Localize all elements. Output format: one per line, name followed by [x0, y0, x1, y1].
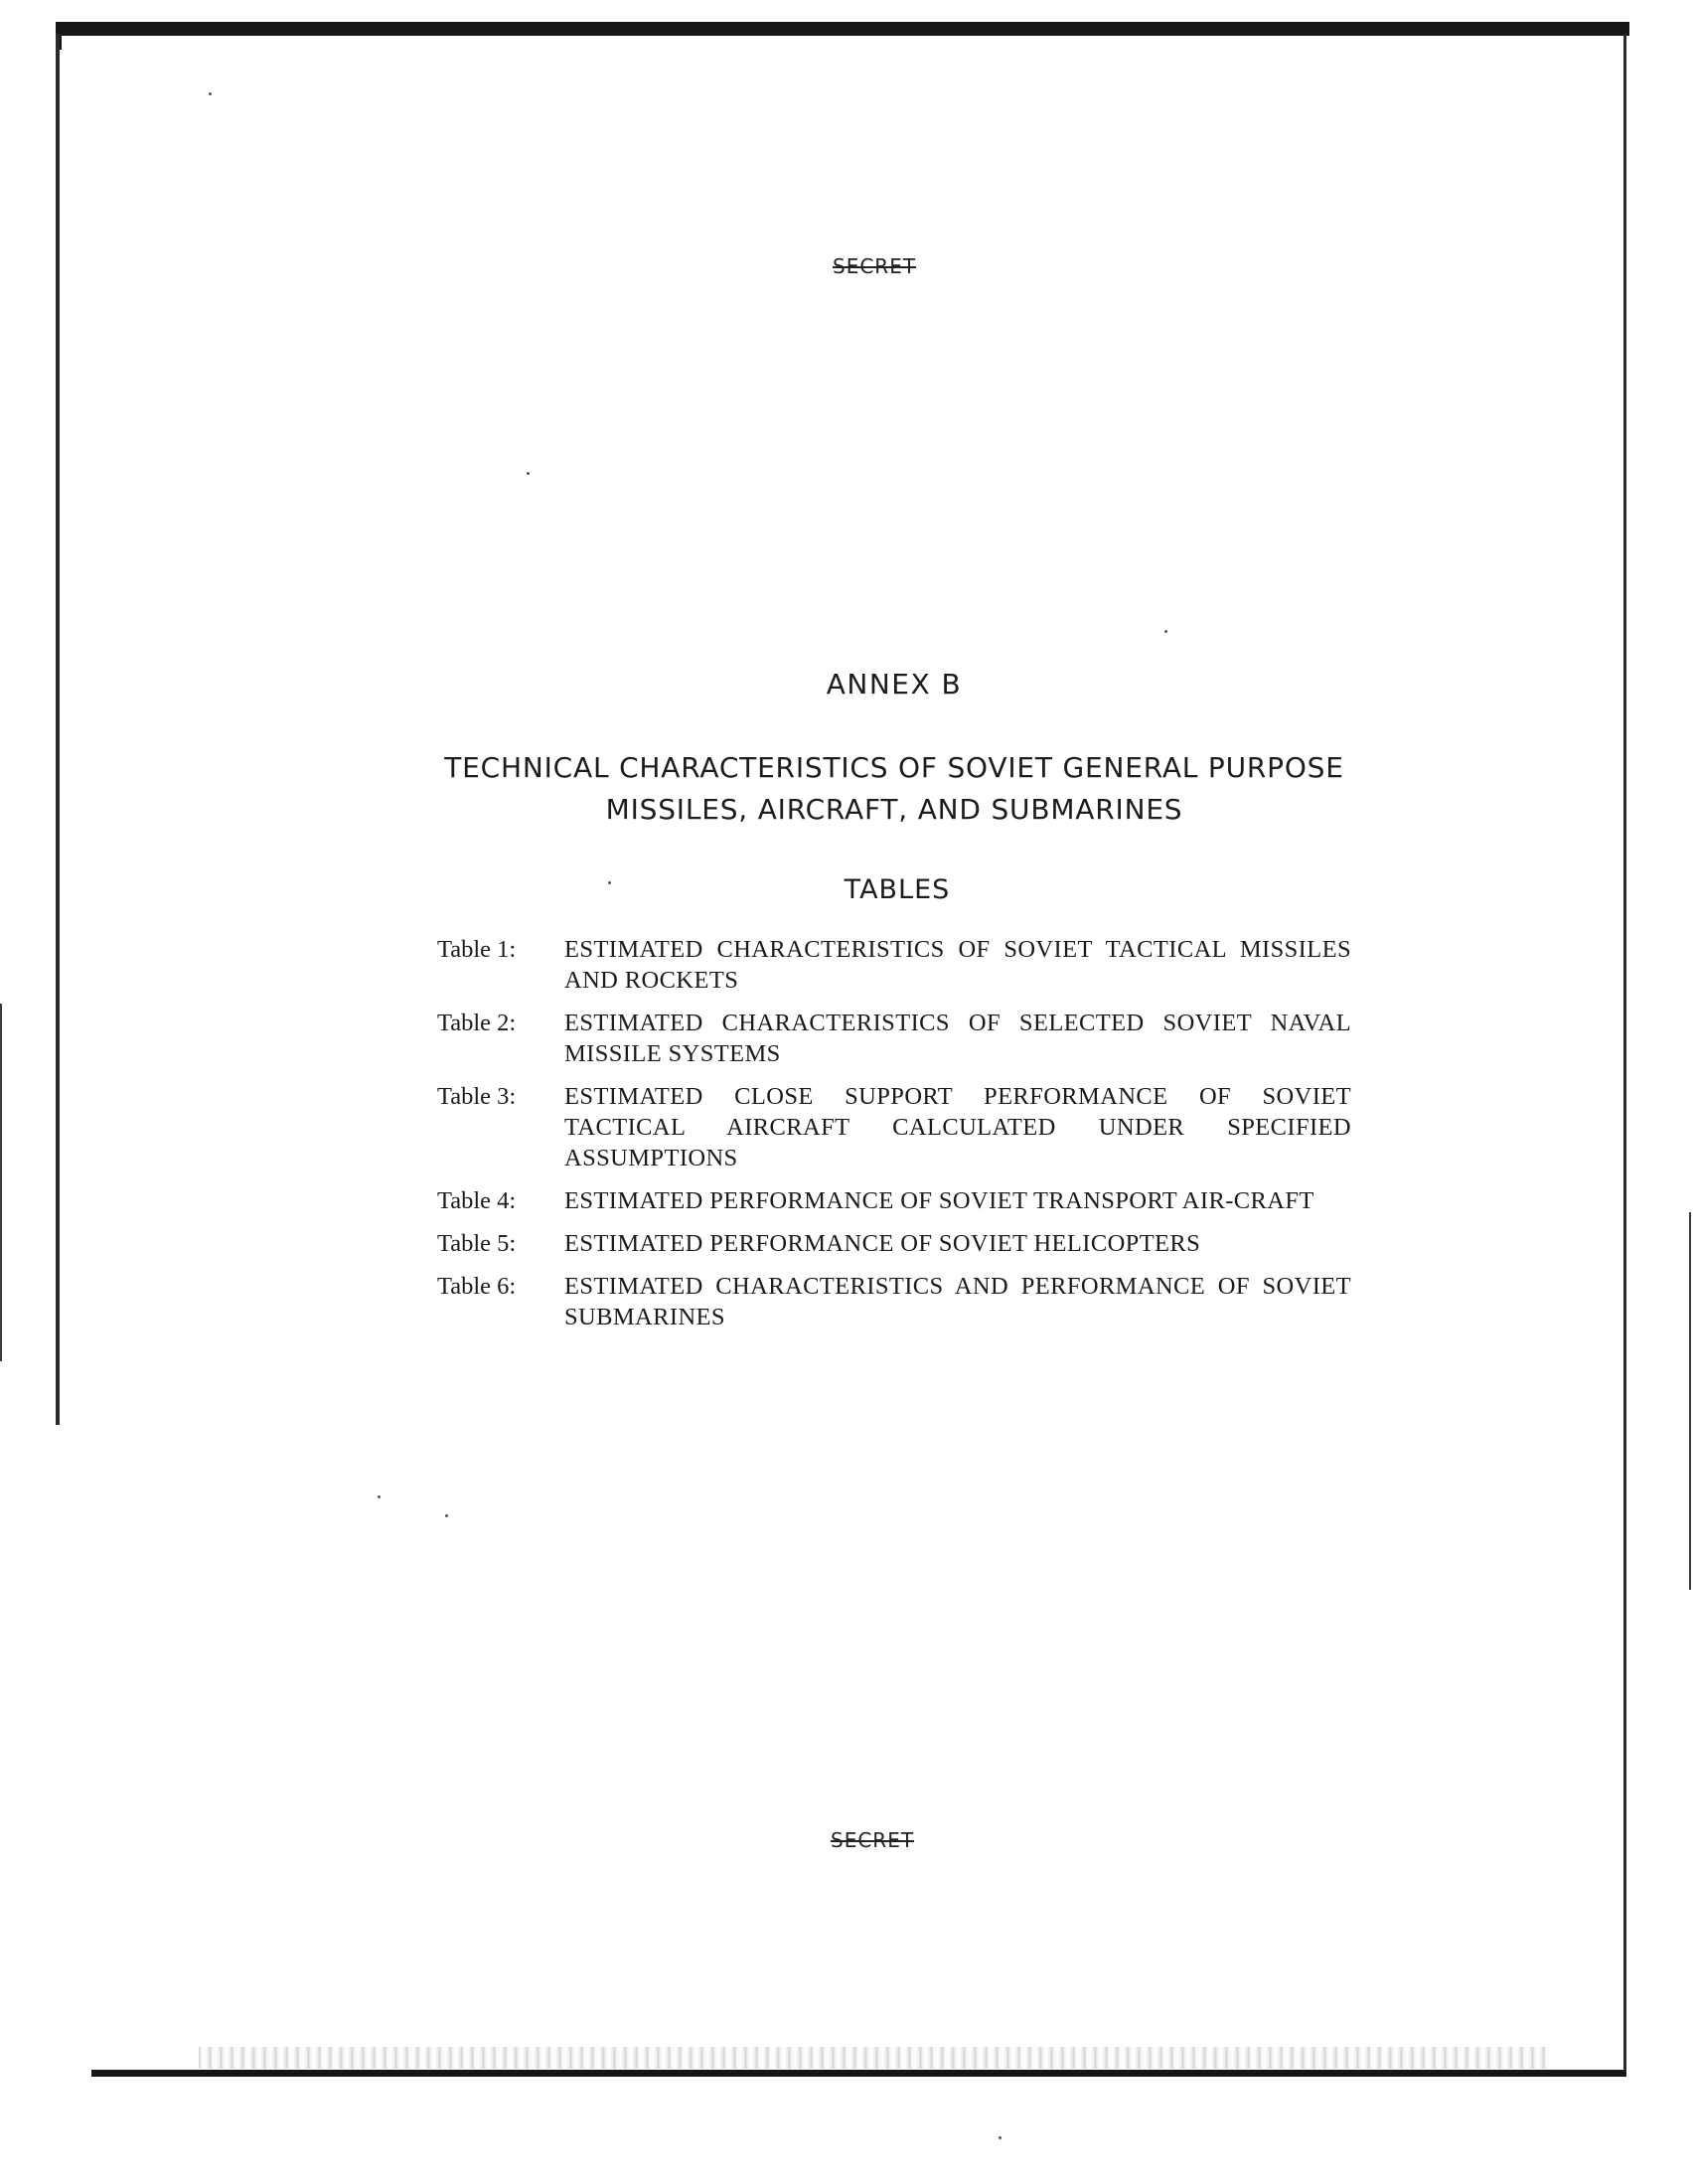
scan-border-top	[56, 22, 1629, 36]
scan-speck	[378, 1495, 381, 1498]
table-description: ESTIMATED CHARACTERISTICS OF SELECTED SOVIET NAVAL MISSILE SYSTEMS	[564, 1010, 1351, 1067]
table-description: ESTIMATED PERFORMANCE OF SOVIET TRANSPORT AIR-CRAFT	[564, 1187, 1314, 1214]
table-description: ESTIMATED CHARACTERISTICS AND PERFORMANCE OF SOVIET SUBMARINES	[564, 1273, 1351, 1330]
table-label: Table 5:	[437, 1230, 517, 1257]
scan-noise-bottom	[199, 2047, 1550, 2069]
section-heading: TABLES	[844, 874, 951, 905]
table-of-contents	[437, 934, 1351, 1344]
classification-marking-top: SECRET	[833, 254, 917, 278]
classification-marking-bottom: SECRET	[831, 1828, 915, 1852]
list-item	[437, 934, 1351, 996]
scan-border-right	[1623, 34, 1626, 2071]
list-item	[437, 1008, 1351, 1069]
table-label: Table 4:	[437, 1187, 517, 1214]
table-label: Table 1:	[437, 936, 517, 963]
scan-margin-line-right	[1689, 1212, 1691, 1590]
list-item	[437, 1185, 1351, 1216]
table-label: Table 2:	[437, 1010, 517, 1036]
table-label: Table 6:	[437, 1273, 517, 1300]
scan-margin-line-left	[0, 1004, 2, 1361]
scan-speck	[999, 2136, 1002, 2139]
list-item	[437, 1081, 1351, 1173]
scan-speck	[445, 1514, 448, 1517]
page-title-line-2: MISSILES, AIRCRAFT, AND SUBMARINES	[605, 793, 1183, 826]
scan-speck	[1164, 630, 1167, 633]
page-title	[427, 747, 1361, 831]
page-title-line-1: TECHNICAL CHARACTERISTICS OF SOVIET GENERAL PURPOSE	[444, 751, 1344, 784]
list-item	[437, 1228, 1351, 1259]
table-description: ESTIMATED CLOSE SUPPORT PERFORMANCE OF SOVIET TACTICAL AIRCRAFT CALCULATED UNDER SPECIFIED ASSUMPTIONS	[564, 1083, 1351, 1171]
scan-speck	[527, 472, 530, 475]
list-item	[437, 1271, 1351, 1332]
annex-label: ANNEX B	[826, 668, 963, 701]
table-description: ESTIMATED CHARACTERISTICS OF SOVIET TACTICAL MISSILES AND ROCKETS	[564, 936, 1351, 994]
table-description: ESTIMATED PERFORMANCE OF SOVIET HELICOPTERS	[564, 1230, 1201, 1257]
scan-border-bottom	[91, 2070, 1626, 2077]
scan-border-left	[56, 34, 60, 1425]
scan-speck	[209, 92, 212, 95]
table-label: Table 3:	[437, 1083, 517, 1110]
